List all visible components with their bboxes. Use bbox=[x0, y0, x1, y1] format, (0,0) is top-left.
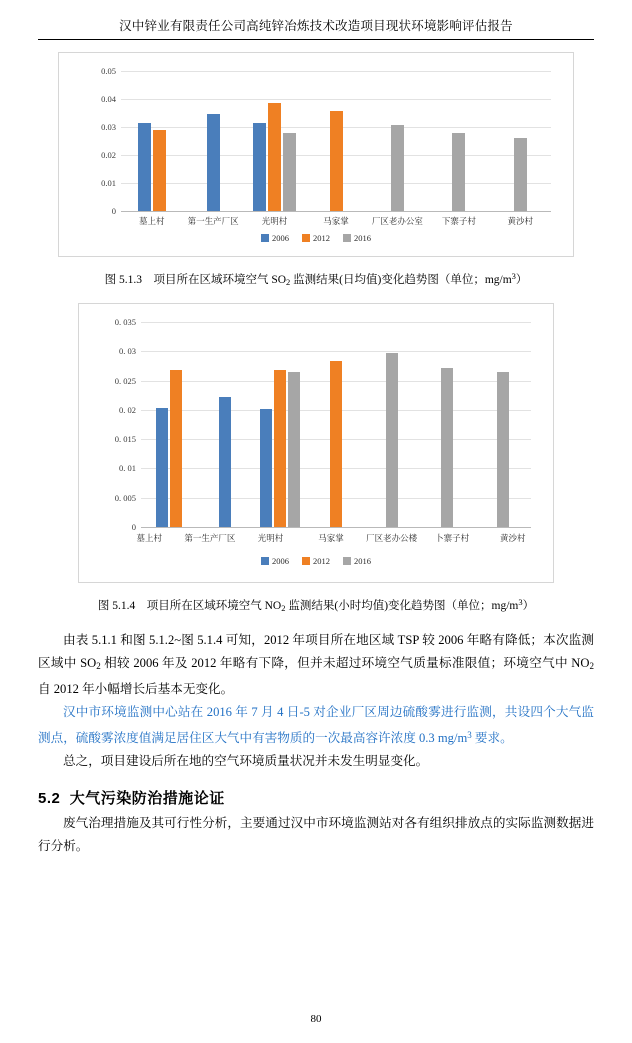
figure-1-sub: 2 bbox=[286, 277, 291, 287]
chart-bar bbox=[514, 138, 527, 211]
chart-legend-label: 2006 bbox=[272, 556, 289, 566]
chart-y-tick-label: 0. 005 bbox=[114, 492, 136, 503]
paragraph-monitoring-a: 汉中市环境监测中心站在 2016 年 7 月 4 日-5 对企业厂区周边硫酸雾进行监测，共设四个大气监测点，硫酸雾浓度值满足居住区大气中有害物质的一次最高容许浓度 0.3 mg/m bbox=[38, 705, 594, 745]
chart-x-tick-label: 黄沙村 bbox=[500, 533, 526, 543]
figure-2-text-c: ） bbox=[522, 600, 535, 612]
chart-legend-item bbox=[261, 233, 289, 243]
figure-1-text-a: 项目所在区域环境空气 SO bbox=[153, 274, 287, 286]
chart-so2-legend bbox=[59, 233, 573, 243]
chart-x-tick-label: 墓上村 bbox=[136, 533, 163, 543]
chart-x-tick-label: 第一生产厂区 bbox=[187, 216, 239, 226]
chart-legend-swatch bbox=[302, 557, 310, 565]
chart-so2-plot bbox=[101, 66, 551, 216]
chart-bar bbox=[138, 123, 151, 211]
paragraph-monitoring bbox=[38, 701, 594, 750]
chart-legend-label: 2016 bbox=[354, 233, 371, 243]
chart-gridline bbox=[141, 351, 531, 352]
paragraph-conclusion: 总之，项目建设后所在地的空气环境质量状况并未发生明显变化。 bbox=[63, 754, 429, 768]
chart-bar bbox=[207, 114, 220, 211]
figure-1-sup: 3 bbox=[511, 271, 516, 281]
section-title: 大气污染防治措施论证 bbox=[69, 790, 225, 807]
chart-bar bbox=[253, 123, 266, 211]
chart-y-tick-label: 0 bbox=[131, 522, 136, 532]
chart-y-tick-label: 0. 025 bbox=[114, 375, 136, 386]
chart-x-tick-label: 光明村 bbox=[257, 533, 284, 543]
paragraph-analysis-sub1: 2 bbox=[96, 661, 101, 671]
chart-y-tick-label: 0.03 bbox=[101, 122, 116, 132]
chart-axis-line bbox=[121, 211, 551, 212]
paragraph-analysis-a: 由表 5.1.1 和图 5.1.2~图 5.1.4 可知，2012 年项目所在地区域 TSP 较 2006 年略有降低；本次监测区域中 SO bbox=[38, 633, 594, 670]
figure-caption-2 bbox=[38, 597, 594, 613]
chart-legend-swatch bbox=[343, 557, 351, 565]
chart-legend-item bbox=[343, 233, 371, 243]
paragraph-measures: 废气治理措施及其可行性分析，主要通过汉中市环境监测站对各有组织排放点的实际监测数据进行分析。 bbox=[38, 816, 594, 853]
paragraph-monitoring-sup: 3 bbox=[467, 730, 472, 740]
chart-bar bbox=[330, 111, 343, 211]
chart-no2-plot bbox=[114, 317, 531, 532]
figure-1-text-c: ） bbox=[515, 274, 528, 286]
figure-2-number: 图 5.1.4 bbox=[97, 600, 136, 612]
chart-axis-line bbox=[141, 527, 531, 528]
chart-gridline bbox=[121, 99, 551, 100]
chart-y-tick-label: 0 bbox=[111, 206, 116, 216]
chart-bar bbox=[288, 372, 300, 527]
chart-legend-label: 2016 bbox=[354, 556, 371, 566]
chart-legend-item bbox=[343, 556, 371, 566]
chart-x-tick-label: 厂区老办公室 bbox=[371, 216, 423, 226]
chart-no2-xlabels bbox=[119, 532, 543, 544]
chart-y-tick-label: 0.02 bbox=[101, 150, 116, 160]
figure-2-sub: 2 bbox=[281, 603, 286, 613]
chart-bar bbox=[156, 408, 168, 527]
chart-no2 bbox=[78, 303, 554, 583]
chart-x-tick-label: 墓上村 bbox=[138, 216, 165, 226]
chart-bar bbox=[330, 361, 342, 527]
paragraph-analysis-sub2: 2 bbox=[589, 661, 594, 671]
chart-y-tick-label: 0. 015 bbox=[114, 434, 136, 445]
chart-x-tick-label: 马家掌 bbox=[318, 533, 344, 543]
chart-bar bbox=[386, 353, 398, 527]
figure-2-sup: 3 bbox=[518, 597, 523, 607]
chart-bar bbox=[153, 130, 166, 211]
chart-legend-label: 2012 bbox=[313, 233, 330, 243]
chart-gridline bbox=[121, 71, 551, 72]
section-number: 5.2 bbox=[38, 790, 61, 807]
chart-y-tick-label: 0. 03 bbox=[119, 346, 136, 357]
chart-x-tick-label: 卜寨子村 bbox=[435, 533, 470, 543]
chart-x-tick-label: 光明村 bbox=[261, 216, 288, 226]
chart-bar bbox=[441, 368, 453, 527]
page-number: 80 bbox=[310, 1013, 322, 1025]
chart-y-tick-label: 0.04 bbox=[101, 94, 116, 104]
header-divider bbox=[38, 39, 594, 40]
chart-bar bbox=[452, 133, 465, 211]
chart-y-tick-label: 0.01 bbox=[101, 178, 116, 188]
chart-bar bbox=[219, 397, 231, 527]
chart-bar bbox=[170, 370, 182, 527]
chart-bar bbox=[268, 103, 281, 211]
document-header: 汉中锌业有限责任公司高纯锌冶炼技术改造项目现状环境影响评估报告 bbox=[119, 19, 513, 33]
chart-x-tick-label: 下寨子村 bbox=[441, 216, 476, 226]
chart-gridline bbox=[141, 322, 531, 323]
chart-x-tick-label: 厂区老办公楼 bbox=[366, 533, 418, 543]
paragraph-analysis-c: 自 2012 年小幅增长后基本无变化。 bbox=[38, 682, 234, 696]
figure-1-text-b: 监测结果(日均值)变化趋势图（单位；mg/m bbox=[290, 274, 512, 286]
chart-bar bbox=[260, 409, 272, 527]
figure-2-text-a: 项目所在区域环境空气 NO bbox=[146, 600, 282, 612]
chart-so2-xlabels bbox=[121, 215, 551, 227]
chart-x-tick-label: 马家掌 bbox=[323, 216, 349, 226]
chart-y-tick-label: 0. 035 bbox=[114, 317, 136, 327]
chart-legend-swatch bbox=[343, 234, 351, 242]
paragraph-analysis-b: 相较 2006 年及 2012 年略有下降，但并未超过环境空气质量标准限值；环境空气中 NO bbox=[100, 656, 590, 670]
chart-legend-label: 2012 bbox=[313, 556, 330, 566]
chart-y-tick-label: 0.05 bbox=[101, 66, 116, 76]
chart-legend-label: 2006 bbox=[272, 233, 289, 243]
chart-bar bbox=[274, 370, 286, 527]
paragraph-analysis bbox=[38, 629, 594, 701]
chart-legend-item bbox=[302, 556, 330, 566]
figure-2-text-b: 监测结果(小时均值)变化趋势图（单位；mg/m bbox=[285, 600, 519, 612]
chart-x-tick-label: 第一生产厂区 bbox=[184, 533, 236, 543]
chart-legend-swatch bbox=[302, 234, 310, 242]
section-heading bbox=[38, 787, 594, 808]
figure-caption-1 bbox=[38, 271, 594, 287]
chart-y-tick-label: 0. 01 bbox=[119, 463, 136, 474]
paragraph-monitoring-b: 要求。 bbox=[471, 731, 513, 745]
chart-x-tick-label: 黄沙村 bbox=[507, 216, 533, 226]
chart-legend-item bbox=[302, 233, 330, 243]
chart-y-tick-label: 0. 02 bbox=[119, 404, 136, 415]
chart-legend-item bbox=[261, 556, 289, 566]
chart-legend-swatch bbox=[261, 234, 269, 242]
chart-legend-swatch bbox=[261, 557, 269, 565]
chart-no2-legend bbox=[79, 556, 553, 566]
chart-so2 bbox=[58, 52, 574, 257]
chart-bar bbox=[283, 133, 296, 211]
figure-1-number: 图 5.1.3 bbox=[104, 274, 142, 286]
chart-bar bbox=[497, 372, 509, 527]
chart-bar bbox=[391, 125, 404, 211]
